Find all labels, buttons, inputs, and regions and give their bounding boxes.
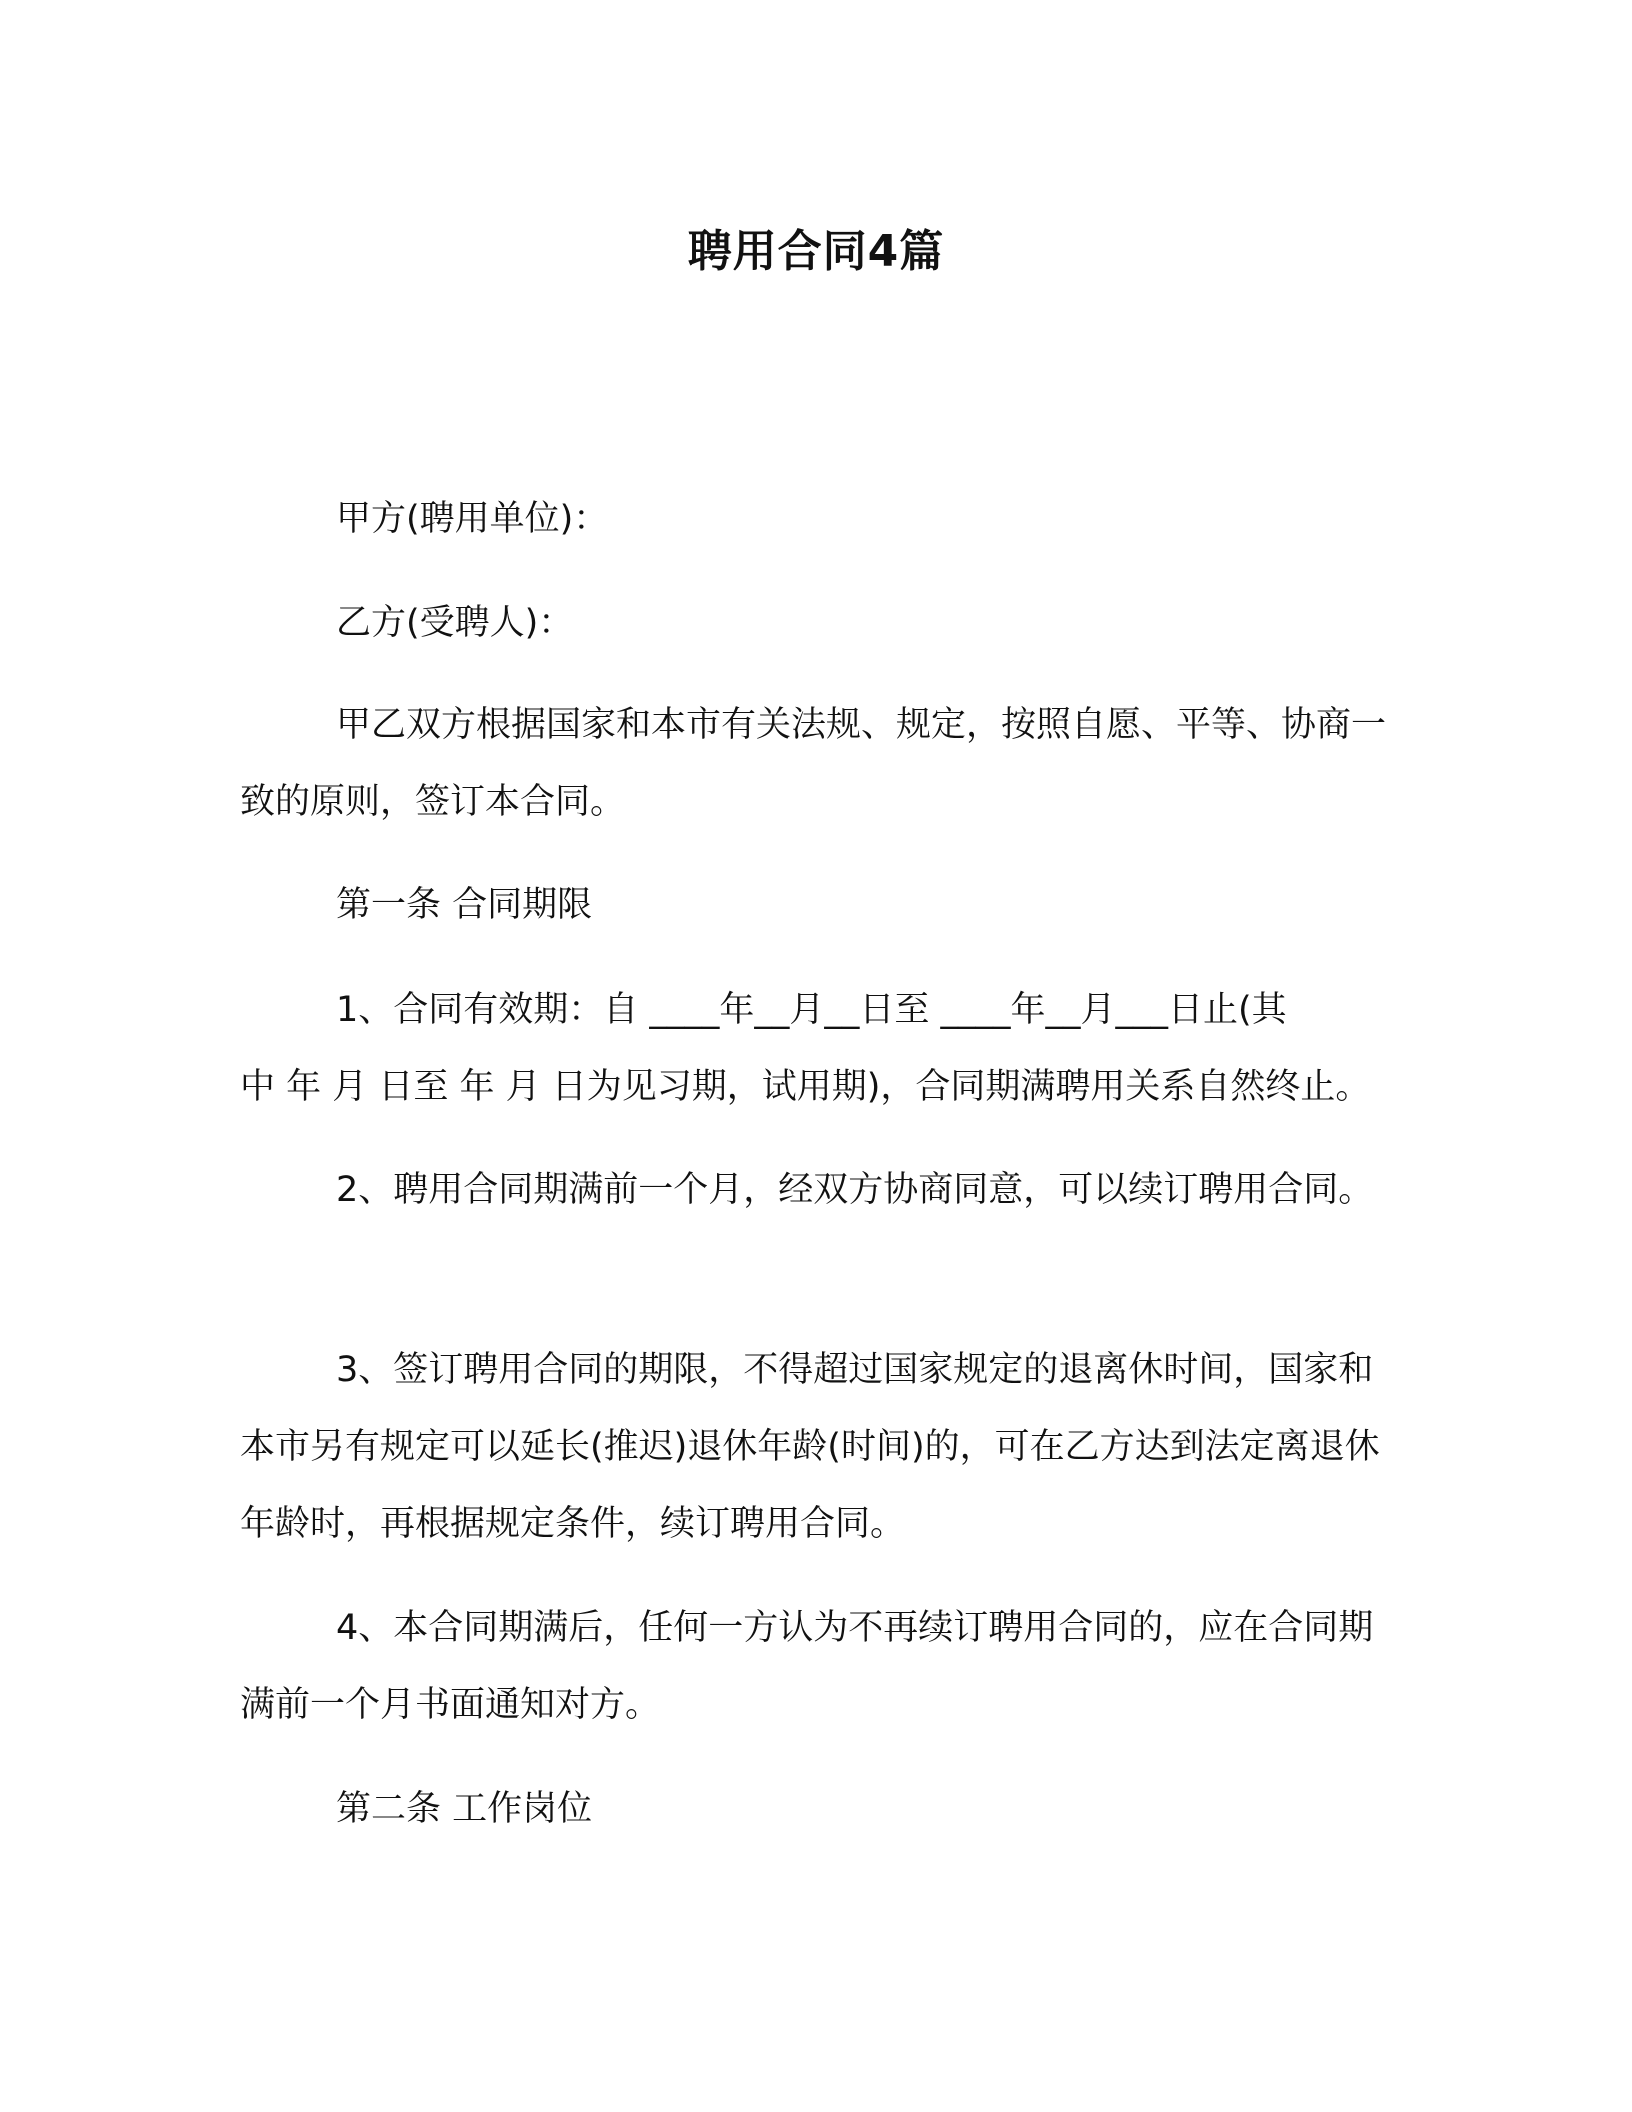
clause-1 xyxy=(240,972,1390,1126)
clause-2-text: 2、聘用合同期满前一个月，经双方协商同意，可以续订聘用合同。 xyxy=(336,1170,1374,1210)
clause-2 xyxy=(240,1152,1390,1229)
document-title: 聘用合同4篇 xyxy=(687,226,945,277)
clause-4-text: 4、本合同期满后，任何一方认为不再续订聘用合同的，应在合同期满前一个月书面通知对方。 xyxy=(240,1608,1374,1725)
clause-4 xyxy=(240,1590,1390,1744)
clause-1-line-1: 1、合同有效期：自 ____年__月__日至 ____年__月___日止(其 xyxy=(336,990,1287,1030)
clause-1-line-2: 中 年 月 日至 年 月 日为见习期，试用期)，合同期满聘用关系自然终止。 xyxy=(240,1067,1371,1107)
party-a-label: 甲方(聘用单位)： xyxy=(336,499,609,539)
article-1-heading: 第一条 合同期限 xyxy=(336,885,593,925)
intro-text: 甲乙双方根据国家和本市有关法规、规定，按照自愿、平等、协商一致的原则，签订本合同。 xyxy=(240,705,1387,822)
article-2-heading: 第二条 工作岗位 xyxy=(336,1789,593,1829)
clause-3 xyxy=(240,1332,1390,1563)
intro-paragraph xyxy=(240,687,1390,841)
clause-3-text: 3、签订聘用合同的期限，不得超过国家规定的退离休时间，国家和本市另有规定可以延长(推迟)退休年龄(时间)的，可在乙方达到法定离退休年龄时，再根据规定条件，续订聘用合同。 xyxy=(240,1350,1380,1544)
party-b-label: 乙方(受聘人)： xyxy=(336,603,574,643)
